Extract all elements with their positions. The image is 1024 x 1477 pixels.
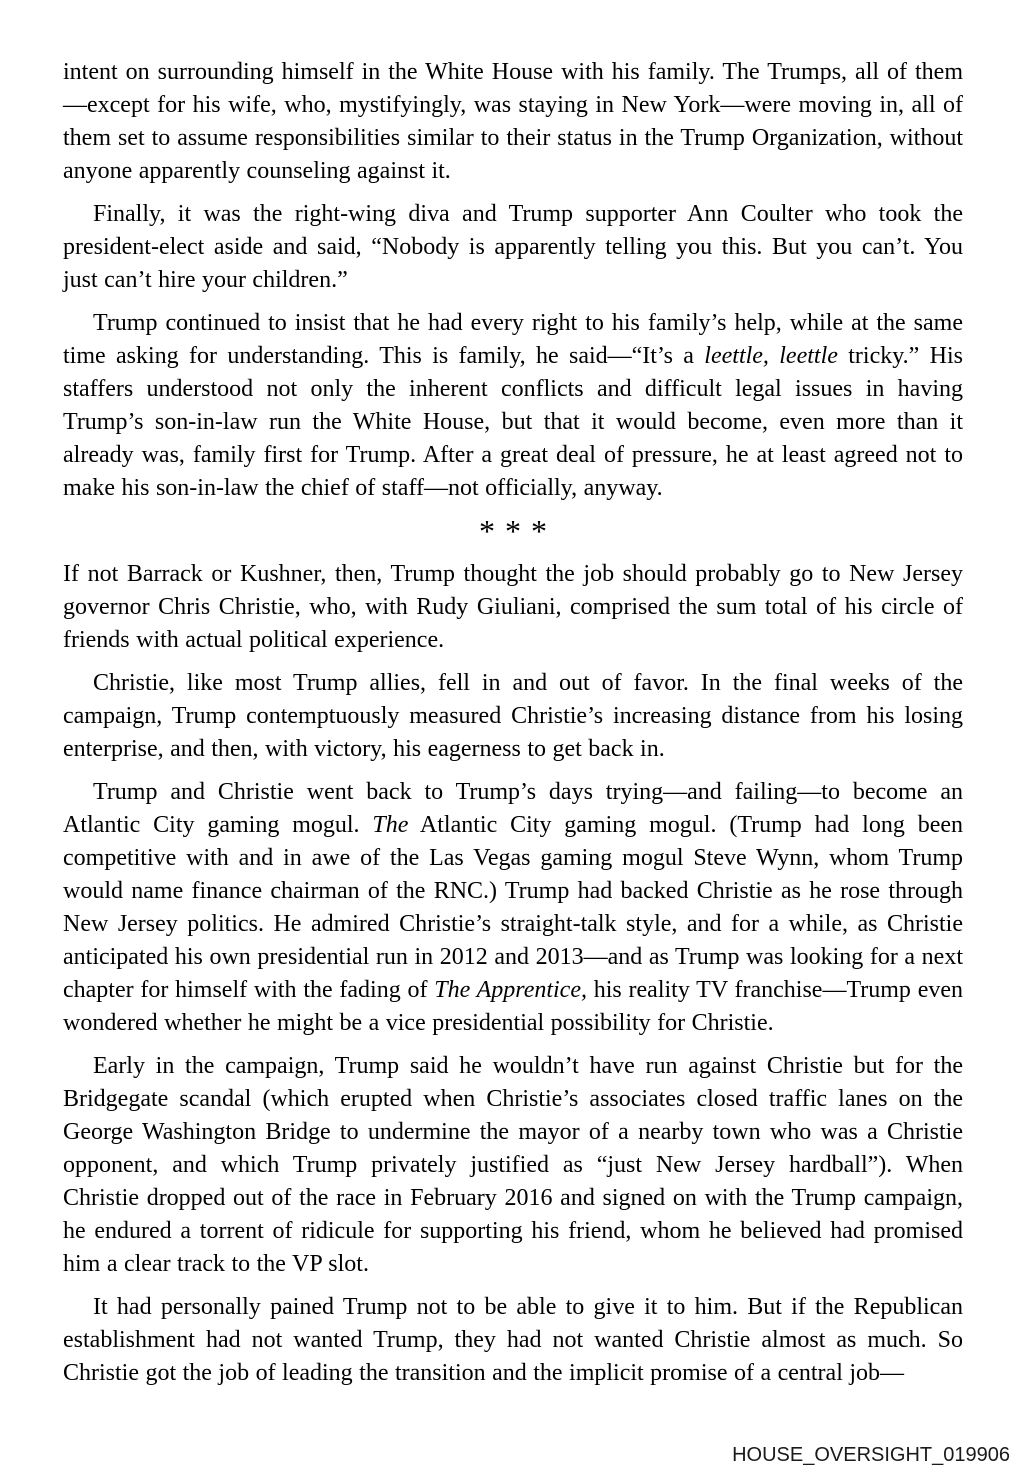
paragraph-text: intent on surrounding himself in the White House with his family. The Trumps, all of them —except for his wife, who, mystifyingly, was staying in New York—were moving in, all of them set to assume responsibilities similar to their status in the Trump Organization, without anyone apparently counseling against it.: [63, 59, 963, 184]
paragraph-text: his reality TV franchise—Trump even wondered whether he might be a vice presidential possibility for Christie.: [63, 977, 963, 1036]
paragraph-1: [63, 56, 963, 188]
paragraph-text: Trump and Christie went back to Trump’s days trying—and failing—to become an Atlantic City gaming mogul.: [63, 779, 963, 838]
paragraph-7: [63, 1050, 963, 1281]
paragraph-text: Trump continued to insist that he had every right to his family’s help, while at the same time asking for understanding. This is family, he said—“It’s a: [63, 310, 963, 369]
paragraph-text: If not Barrack or Kushner, then, Trump thought the job should probably go to New Jersey governor Chris Christie, who, with Rudy Giuliani, comprised the sum total of his circle of friends with actual political experience.: [63, 561, 963, 653]
paragraph-text: Finally, it was the right-wing diva and Trump supporter Ann Coulter who took the president-elect aside and said, “Nobody is apparently telling you this. But you can’t. You just can’t hire your children.”: [63, 201, 963, 293]
paragraph-text: Atlantic City gaming mogul. (Trump had long been competitive with and in awe of the Las Vegas gaming mogul Steve Wynn, whom Trump would name finance chairman of the RNC.) Trump had backed Christie as he rose through New Jersey politics. He admired Christie’s straight-talk style, and for a while, as Christie anticipated his own presidential run in 2012 and 2013—and as Trump was looking for a next chapter for himself with the fading of: [63, 812, 963, 1003]
italic-run: The: [372, 812, 409, 838]
paragraph-3: [63, 307, 963, 505]
italic-run: The Apprentice,: [434, 977, 587, 1003]
bates-number: HOUSE_OVERSIGHT_019906: [732, 1444, 1010, 1466]
paragraph-6: [63, 776, 963, 1040]
paragraph-8: [63, 1291, 963, 1390]
paragraph-text: Early in the campaign, Trump said he wouldn’t have run against Christie but for the Bridgegate scandal (which erupted when Christie’s associates closed traffic lanes on the George Washington Bridge to undermine the mayor of a nearby town who was a Christie opponent, and which Trump privately justified as “just New Jersey hardball”). When Christie dropped out of the race in February 2016 and signed on with the Trump campaign, he endured a torrent of ridicule for supporting his friend, whom he believed had promised him a clear track to the VP slot.: [63, 1053, 963, 1277]
paragraph-2: [63, 198, 963, 297]
italic-run: leettle, leettle: [704, 343, 838, 369]
section-break-asterisks: * * *: [479, 513, 547, 549]
paragraph-4: [63, 558, 963, 657]
paragraph-text: It had personally pained Trump not to be able to give it to him. But if the Republican establishment had not wanted Trump, they had not wanted Christie almost as much. So Christie got the job of leading the transition and the implicit promise of a central job—: [63, 1294, 963, 1386]
paragraph-text: Christie, like most Trump allies, fell in and out of favor. In the final weeks of the campaign, Trump contemptuously measured Christie’s increasing distance from his losing enterprise, and then, with victory, his eagerness to get back in.: [63, 670, 963, 762]
paragraph-5: [63, 667, 963, 766]
paragraph-text: tricky.” His staffers understood not only the inherent conflicts and difficult legal issues in having Trump’s son-in-law run the White House, but that it would become, even more than it already was, family first for Trump. After a great deal of pressure, he at least agreed not to make his son-in-law the chief of staff—not officially, anyway.: [63, 343, 963, 501]
page-text-column: [63, 56, 963, 1400]
